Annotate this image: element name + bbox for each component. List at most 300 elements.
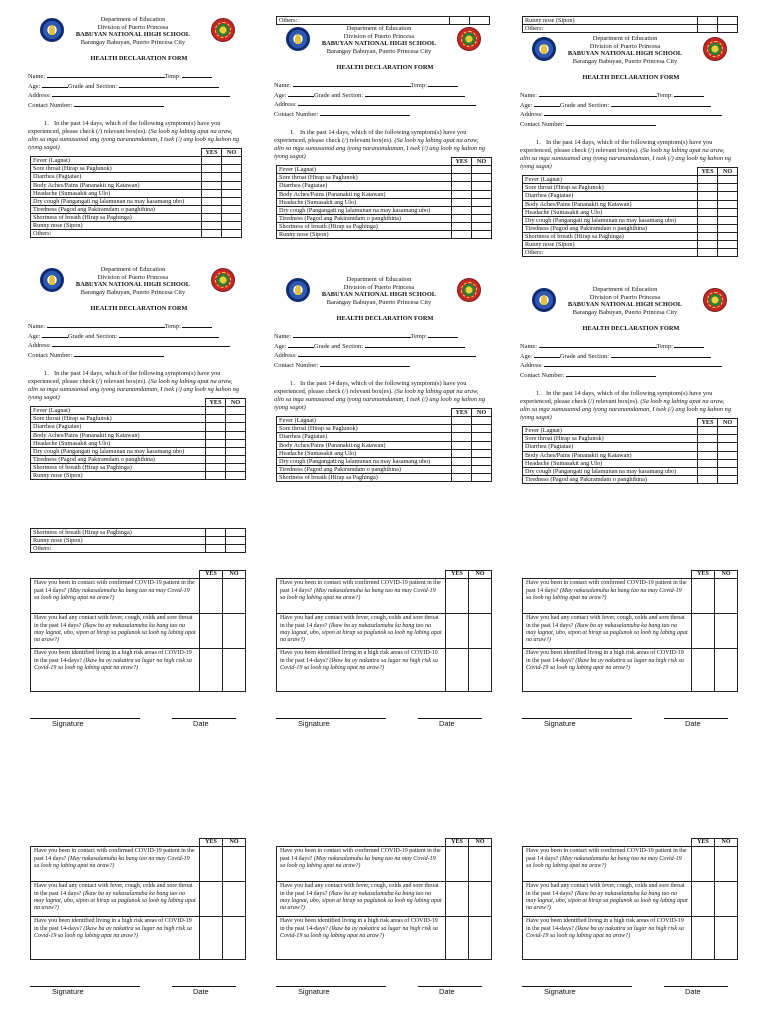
no-checkbox[interactable]	[469, 579, 492, 614]
no-checkbox[interactable]	[718, 451, 738, 459]
yes-checkbox[interactable]	[692, 614, 715, 649]
symptom-label: Diarrhea (Pagtatae)	[277, 433, 452, 441]
no-checkbox[interactable]	[472, 465, 492, 473]
no-checkbox[interactable]	[718, 224, 738, 232]
signature-line[interactable]	[276, 986, 386, 987]
header-division: Division of Puerto Princesa	[343, 32, 415, 40]
yes-checkbox[interactable]	[452, 214, 472, 222]
no-checkbox[interactable]	[718, 467, 738, 475]
no-header: NO	[223, 571, 246, 579]
fill-line[interactable]	[298, 99, 476, 106]
no-checkbox[interactable]	[715, 614, 738, 649]
no-checkbox[interactable]	[472, 474, 492, 482]
yes-checkbox[interactable]	[698, 233, 718, 241]
no-checkbox[interactable]	[715, 649, 738, 692]
yes-checkbox[interactable]	[692, 649, 715, 692]
yes-checkbox[interactable]	[202, 214, 222, 222]
yes-checkbox[interactable]	[698, 216, 718, 224]
no-checkbox[interactable]	[223, 847, 246, 882]
yes-header: YES	[698, 419, 718, 427]
no-checkbox[interactable]	[715, 579, 738, 614]
yes-checkbox[interactable]	[452, 166, 472, 174]
no-checkbox[interactable]	[226, 447, 246, 455]
fill-line[interactable]	[47, 71, 165, 78]
fill-line[interactable]	[428, 80, 458, 87]
symptom-header-blank	[523, 168, 698, 176]
yes-checkbox[interactable]	[452, 457, 472, 465]
no-checkbox[interactable]	[226, 455, 246, 463]
yes-checkbox[interactable]	[206, 415, 226, 423]
yes-checkbox[interactable]	[452, 465, 472, 473]
no-checkbox[interactable]	[472, 206, 492, 214]
fill-line[interactable]	[539, 341, 657, 348]
yes-checkbox[interactable]	[200, 917, 223, 960]
symptom-label: Dry cough (Pangangati ng lalamunan na may kasamang ubo)	[523, 216, 698, 224]
no-checkbox[interactable]	[718, 435, 738, 443]
fill-line[interactable]	[674, 90, 704, 97]
signature-line[interactable]	[30, 986, 140, 987]
yes-checkbox[interactable]	[202, 230, 222, 238]
question-number: 1.	[536, 139, 541, 146]
no-checkbox[interactable]	[718, 17, 738, 25]
no-header: NO	[472, 409, 492, 417]
question-tagalog: (May nakasalamuha ka bang tao na may Covid-19 sa loob ng labing apat na araw?)	[280, 587, 436, 601]
no-checkbox[interactable]	[469, 882, 492, 917]
symptoms-table	[30, 398, 246, 480]
yes-header: YES	[206, 399, 226, 407]
symptom-row	[31, 230, 242, 238]
no-checkbox[interactable]	[472, 166, 492, 174]
yes-checkbox[interactable]	[698, 427, 718, 435]
form-title: HEALTH DECLARATION FORM	[336, 315, 434, 322]
contact-question-row	[31, 649, 246, 692]
no-checkbox[interactable]	[718, 184, 738, 192]
address-row	[520, 109, 735, 119]
symptom-label: Diarrhea (Pagtatae)	[523, 443, 698, 451]
symptom-label: Runny nose (Sipon)	[31, 537, 206, 545]
question-number: 1.	[44, 370, 49, 377]
temp-label: Temp:	[656, 343, 675, 350]
fill-line[interactable]	[74, 350, 164, 357]
yes-checkbox[interactable]	[698, 241, 718, 249]
yes-checkbox[interactable]	[698, 435, 718, 443]
fill-line[interactable]	[182, 71, 212, 78]
no-checkbox[interactable]	[226, 464, 246, 472]
no-checkbox[interactable]	[222, 181, 242, 189]
no-checkbox[interactable]	[222, 205, 242, 213]
age-label: Age:	[28, 82, 43, 90]
symptom-row	[31, 181, 242, 189]
symptom-row	[31, 464, 246, 472]
no-checkbox[interactable]	[718, 176, 738, 184]
question-tagalog: (Ikaw ba ay nakatira sa lugar na high risk sa Covid-19 sa loob ng labing apat na araw?)	[280, 657, 438, 671]
fill-line[interactable]	[42, 81, 68, 88]
contact-questions-table-5	[276, 838, 492, 960]
age-row	[28, 81, 243, 91]
address-label: Address:	[274, 101, 299, 109]
name-label: Name:	[28, 323, 47, 330]
yes-checkbox[interactable]	[452, 433, 472, 441]
contact-question-row	[523, 614, 738, 649]
yes-checkbox[interactable]	[200, 614, 223, 649]
contact-question-row	[277, 649, 492, 692]
no-checkbox[interactable]	[222, 230, 242, 238]
fill-line[interactable]	[674, 341, 704, 348]
temp-label: Temp:	[656, 92, 675, 99]
question-text: In the past 14 days, which of the following symptom(s) have you experienced, please check (/) relevant box(es).	[520, 390, 713, 405]
no-checkbox[interactable]	[472, 198, 492, 206]
yes-checkbox[interactable]	[698, 17, 718, 25]
fill-line[interactable]	[534, 351, 560, 358]
yes-checkbox[interactable]	[698, 224, 718, 232]
symptom-label: Others:	[277, 17, 450, 25]
yes-header: YES	[446, 839, 469, 847]
yes-checkbox[interactable]	[206, 455, 226, 463]
fill-line[interactable]	[298, 350, 476, 357]
symptom-row	[523, 467, 738, 475]
signature-label: Signature	[544, 719, 576, 728]
no-checkbox[interactable]	[226, 439, 246, 447]
question-tagalog: (Ikaw ba ay nakasalamuha ka bang tao na may lagnat, ubo, sipon at hirap sa paglunok sa loob ng labing apat na araw?)	[34, 622, 196, 644]
no-checkbox[interactable]	[718, 200, 738, 208]
yes-checkbox[interactable]	[202, 173, 222, 181]
header-address: Barangay Babuyan, Puerto Princesa City	[572, 309, 678, 317]
yes-checkbox[interactable]	[206, 472, 226, 480]
yes-checkbox[interactable]	[202, 197, 222, 205]
date-label: Date	[439, 719, 455, 728]
symptom-label: Dry cough (Pangangati ng lalamunan na may kasamang ubo)	[31, 197, 202, 205]
question-text: In the past 14 days, which of the following symptom(s) have you experienced, please check (/) relevant box(es).	[274, 380, 467, 395]
no-checkbox[interactable]	[222, 157, 242, 165]
contact-header-row	[31, 839, 246, 847]
yes-checkbox[interactable]	[452, 174, 472, 182]
no-checkbox[interactable]	[472, 190, 492, 198]
yes-checkbox[interactable]	[446, 847, 469, 882]
yes-checkbox[interactable]	[200, 649, 223, 692]
symptom-row	[277, 206, 492, 214]
symptom-row	[31, 545, 246, 553]
signature-line[interactable]	[522, 986, 632, 987]
no-checkbox[interactable]	[472, 449, 492, 457]
contact-questions-table-1	[30, 570, 246, 692]
yes-header: YES	[202, 149, 222, 157]
no-header: NO	[718, 168, 738, 176]
yes-checkbox[interactable]	[206, 431, 226, 439]
no-checkbox[interactable]	[222, 214, 242, 222]
yes-header: YES	[698, 168, 718, 176]
no-checkbox[interactable]	[472, 425, 492, 433]
no-checkbox[interactable]	[469, 614, 492, 649]
no-checkbox[interactable]	[223, 614, 246, 649]
yes-checkbox[interactable]	[452, 474, 472, 482]
symptom-row	[31, 472, 246, 480]
fill-line[interactable]	[119, 331, 219, 338]
fill-line[interactable]	[182, 321, 212, 328]
yes-checkbox[interactable]	[692, 847, 715, 882]
symptoms-header-row	[31, 149, 242, 157]
yes-checkbox[interactable]	[200, 882, 223, 917]
yes-checkbox[interactable]	[446, 614, 469, 649]
no-checkbox[interactable]	[223, 917, 246, 960]
no-checkbox[interactable]	[223, 579, 246, 614]
yes-checkbox[interactable]	[202, 157, 222, 165]
yes-checkbox[interactable]	[200, 847, 223, 882]
no-checkbox[interactable]	[469, 847, 492, 882]
no-checkbox[interactable]	[222, 222, 242, 230]
yes-checkbox[interactable]	[692, 882, 715, 917]
no-checkbox[interactable]	[718, 443, 738, 451]
yes-header: YES	[452, 158, 472, 166]
yes-checkbox[interactable]	[206, 537, 226, 545]
symptom-header-blank	[31, 149, 202, 157]
symptom-row	[31, 455, 246, 463]
no-checkbox[interactable]	[718, 249, 738, 257]
fill-line[interactable]	[544, 360, 722, 367]
symptom-row	[31, 529, 246, 537]
header-address: Barangay Babuyan, Puerto Princesa City	[326, 299, 432, 307]
yes-checkbox[interactable]	[206, 529, 226, 537]
no-checkbox[interactable]	[226, 545, 246, 553]
header-school: BABUYAN NATIONAL HIGH SCHOOL	[75, 31, 191, 39]
yes-checkbox[interactable]	[206, 439, 226, 447]
contact-question-row	[523, 847, 738, 882]
fill-line[interactable]	[47, 321, 165, 328]
form-title: HEALTH DECLARATION FORM	[582, 74, 680, 81]
no-checkbox[interactable]	[718, 459, 738, 467]
symptom-row	[31, 222, 242, 230]
no-checkbox[interactable]	[470, 17, 490, 25]
school-seal-icon	[703, 288, 727, 312]
no-checkbox[interactable]	[226, 407, 246, 415]
fill-line[interactable]	[611, 100, 711, 107]
symptom-label: Shortness of breath (Hirap sa Paghinga)	[31, 214, 202, 222]
continued-symptoms-table	[30, 528, 246, 553]
symptom-label: Diarrhea (Pagtatae)	[523, 192, 698, 200]
no-checkbox[interactable]	[226, 415, 246, 423]
school-header	[304, 25, 454, 56]
no-checkbox[interactable]	[469, 649, 492, 692]
contact-question	[277, 917, 446, 960]
name-label: Name:	[520, 343, 539, 350]
question-english: Have you been in contact with confirmed COVID-19 patient in the past 14 days?	[280, 580, 441, 594]
yes-header: YES	[692, 839, 715, 847]
yes-checkbox[interactable]	[698, 451, 718, 459]
fill-line[interactable]	[288, 90, 314, 97]
fill-line[interactable]	[566, 119, 656, 126]
fill-line[interactable]	[611, 351, 711, 358]
no-checkbox[interactable]	[472, 214, 492, 222]
fill-line[interactable]	[293, 331, 411, 338]
question-tagalog: (May nakasalamuha ka bang tao na may Covid-19 sa loob ng labing apat na araw?)	[526, 855, 682, 869]
contact-question	[277, 882, 446, 917]
no-checkbox[interactable]	[715, 882, 738, 917]
signature-line[interactable]	[522, 718, 632, 719]
symptom-label: Runny nose (Sipon)	[31, 472, 206, 480]
no-checkbox[interactable]	[226, 431, 246, 439]
question-text: In the past 14 days, which of the following symptom(s) have you experienced, please check (/) relevant box(es).	[274, 129, 467, 144]
symptom-row	[31, 157, 242, 165]
yes-checkbox[interactable]	[698, 200, 718, 208]
contact-question	[523, 882, 692, 917]
no-checkbox[interactable]	[718, 25, 738, 33]
no-checkbox[interactable]	[472, 433, 492, 441]
yes-checkbox[interactable]	[446, 882, 469, 917]
yes-checkbox[interactable]	[452, 231, 472, 239]
fill-line[interactable]	[544, 109, 722, 116]
yes-checkbox[interactable]	[446, 579, 469, 614]
fill-line[interactable]	[52, 90, 230, 97]
fill-line[interactable]	[539, 90, 657, 97]
no-checkbox[interactable]	[718, 208, 738, 216]
yes-checkbox[interactable]	[450, 17, 470, 25]
no-checkbox[interactable]	[226, 423, 246, 431]
no-checkbox[interactable]	[472, 231, 492, 239]
fill-line[interactable]	[320, 109, 410, 116]
no-checkbox[interactable]	[472, 223, 492, 231]
no-checkbox[interactable]	[472, 417, 492, 425]
contact-question	[31, 847, 200, 882]
symptom-label: Diarrhea (Pagtatae)	[31, 173, 202, 181]
no-checkbox[interactable]	[715, 847, 738, 882]
yes-checkbox[interactable]	[452, 190, 472, 198]
yes-checkbox[interactable]	[202, 205, 222, 213]
no-checkbox[interactable]	[718, 475, 738, 483]
fill-line[interactable]	[42, 331, 68, 338]
no-checkbox[interactable]	[472, 441, 492, 449]
no-checkbox[interactable]	[226, 472, 246, 480]
symptom-row	[31, 447, 246, 455]
symptoms-header-row	[523, 419, 738, 427]
signature-line[interactable]	[30, 718, 140, 719]
yes-checkbox[interactable]	[452, 206, 472, 214]
temp-label: Temp:	[410, 82, 429, 89]
yes-checkbox[interactable]	[206, 407, 226, 415]
yes-checkbox[interactable]	[206, 464, 226, 472]
no-checkbox[interactable]	[222, 165, 242, 173]
yes-checkbox[interactable]	[452, 198, 472, 206]
header-school: BABUYAN NATIONAL HIGH SCHOOL	[567, 50, 683, 58]
fill-line[interactable]	[365, 341, 465, 348]
yes-checkbox[interactable]	[698, 249, 718, 257]
no-checkbox[interactable]	[222, 173, 242, 181]
yes-checkbox[interactable]	[446, 649, 469, 692]
yes-checkbox[interactable]	[206, 447, 226, 455]
contact-question-row	[523, 917, 738, 960]
yes-checkbox[interactable]	[202, 181, 222, 189]
no-checkbox[interactable]	[718, 427, 738, 435]
yes-checkbox[interactable]	[698, 443, 718, 451]
yes-checkbox[interactable]	[206, 423, 226, 431]
header-dept: Department of Education	[592, 286, 658, 293]
no-checkbox[interactable]	[718, 233, 738, 241]
yes-checkbox[interactable]	[698, 184, 718, 192]
yes-checkbox[interactable]	[202, 222, 222, 230]
no-checkbox[interactable]	[718, 241, 738, 249]
symptoms-table	[522, 167, 738, 257]
school-header	[550, 35, 700, 66]
no-checkbox[interactable]	[222, 189, 242, 197]
yes-checkbox[interactable]	[698, 176, 718, 184]
yes-checkbox[interactable]	[452, 425, 472, 433]
contact-questions-table-6	[522, 838, 738, 960]
fill-line[interactable]	[293, 80, 411, 87]
contact-label: Contact Number:	[520, 372, 566, 380]
yes-checkbox[interactable]	[698, 25, 718, 33]
yes-checkbox[interactable]	[202, 189, 222, 197]
question-number: 1.	[536, 390, 541, 397]
form-title: HEALTH DECLARATION FORM	[90, 55, 188, 62]
no-checkbox[interactable]	[718, 192, 738, 200]
symptom-label: Runny nose (Sipon)	[523, 17, 698, 25]
question-tagalog: (Ikaw ba ay nakatira sa lugar na high risk sa Covid-19 sa loob ng labing apat na araw?)	[34, 925, 192, 939]
yes-checkbox[interactable]	[200, 579, 223, 614]
fill-line[interactable]	[74, 100, 164, 107]
yes-checkbox[interactable]	[452, 449, 472, 457]
name-label: Name:	[520, 92, 539, 99]
fill-line[interactable]	[119, 81, 219, 88]
no-checkbox[interactable]	[469, 917, 492, 960]
symptom-label: Sore throat (Hirap sa Paglunok)	[31, 415, 206, 423]
yes-checkbox[interactable]	[202, 165, 222, 173]
no-checkbox[interactable]	[718, 216, 738, 224]
no-checkbox[interactable]	[223, 882, 246, 917]
symptom-row	[31, 189, 242, 197]
signature-line[interactable]	[276, 718, 386, 719]
yes-checkbox[interactable]	[452, 182, 472, 190]
no-header: NO	[718, 419, 738, 427]
no-checkbox[interactable]	[472, 182, 492, 190]
fill-line[interactable]	[52, 340, 230, 347]
no-checkbox[interactable]	[226, 529, 246, 537]
yes-checkbox[interactable]	[452, 223, 472, 231]
yes-checkbox[interactable]	[446, 917, 469, 960]
fill-line[interactable]	[288, 341, 314, 348]
symptom-label: Sore throat (Hirap sa Paglunok)	[523, 184, 698, 192]
symptom-row	[31, 214, 242, 222]
name-row	[28, 71, 243, 81]
yes-checkbox[interactable]	[698, 475, 718, 483]
yes-checkbox[interactable]	[692, 579, 715, 614]
fill-line[interactable]	[428, 331, 458, 338]
no-checkbox[interactable]	[472, 174, 492, 182]
yes-checkbox[interactable]	[692, 917, 715, 960]
yes-checkbox[interactable]	[698, 467, 718, 475]
yes-checkbox[interactable]	[452, 441, 472, 449]
yes-checkbox[interactable]	[698, 192, 718, 200]
yes-checkbox[interactable]	[698, 459, 718, 467]
no-checkbox[interactable]	[223, 649, 246, 692]
no-checkbox[interactable]	[222, 197, 242, 205]
no-checkbox[interactable]	[472, 457, 492, 465]
symptom-label: Body Aches/Pains (Pananakit ng Katawan)	[277, 190, 452, 198]
age-row	[274, 341, 489, 351]
symptom-row	[523, 216, 738, 224]
fill-line[interactable]	[365, 90, 465, 97]
school-seal-icon	[211, 18, 235, 42]
yes-checkbox[interactable]	[698, 208, 718, 216]
fill-line[interactable]	[566, 370, 656, 377]
symptom-row	[277, 166, 492, 174]
no-checkbox[interactable]	[226, 537, 246, 545]
symptom-row	[523, 475, 738, 483]
fill-line[interactable]	[320, 360, 410, 367]
yes-checkbox[interactable]	[206, 545, 226, 553]
yes-checkbox[interactable]	[452, 417, 472, 425]
date-label: Date	[685, 719, 701, 728]
fill-line[interactable]	[534, 100, 560, 107]
no-checkbox[interactable]	[715, 917, 738, 960]
question-text-tagalog: (Sa loob ng labing apat na araw, alin sa mga sumusunod ang iyong naranamdaman, I tsek (/) ang loob ng kahon ng iyong sagot)	[274, 388, 486, 411]
